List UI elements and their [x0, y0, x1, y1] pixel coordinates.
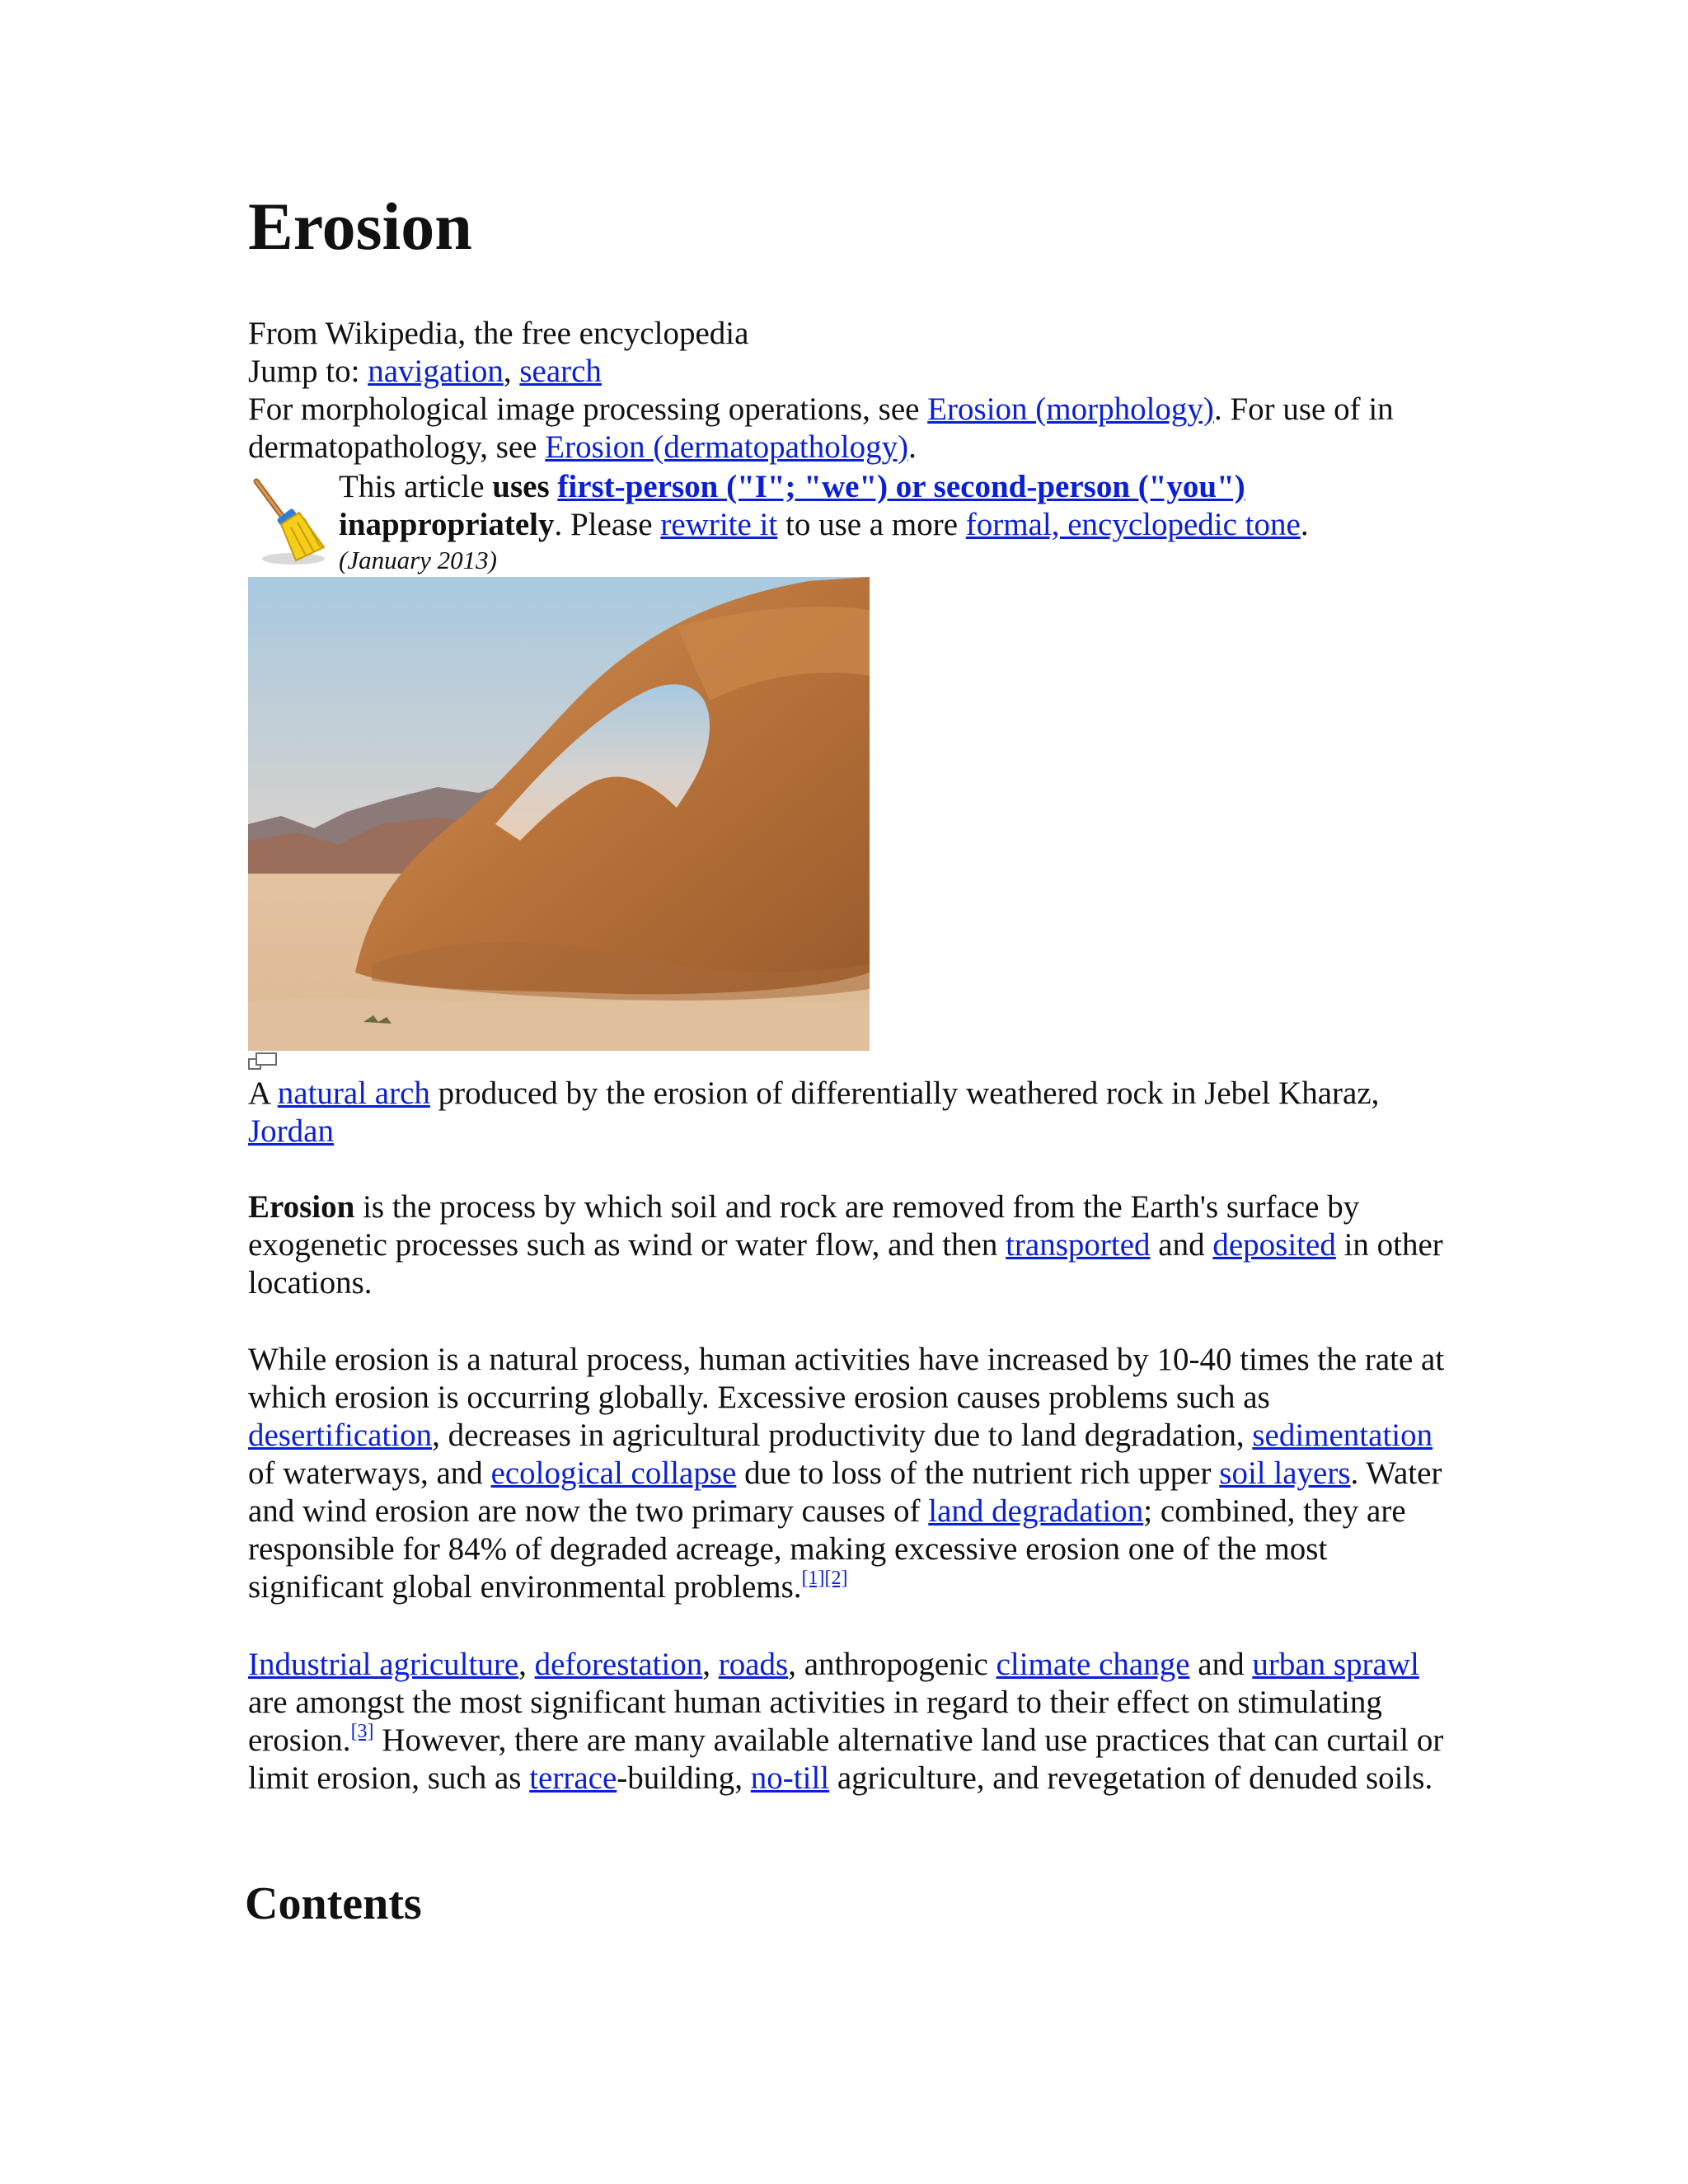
- paragraph-text: ,: [702, 1647, 719, 1682]
- erosion-dermatopathology-link[interactable]: Erosion (dermatopathology): [545, 429, 909, 465]
- notice-text: to use a more: [777, 507, 966, 542]
- figure-caption-line-2: [248, 1113, 334, 1151]
- paragraph-text: . Water and wind erosion are now the two primary causes of: [248, 1455, 1442, 1529]
- jump-navigation-link[interactable]: navigation: [368, 354, 504, 389]
- deforestation-link[interactable]: deforestation: [534, 1647, 703, 1682]
- caption-text: produced by the erosion of differentially weathered rock in Jebel Kharaz,: [429, 1076, 1380, 1111]
- paragraph-text: and: [1189, 1647, 1253, 1682]
- page-title: Erosion: [248, 189, 472, 264]
- natural-arch-photo[interactable]: [248, 577, 870, 1051]
- transported-link[interactable]: transported: [1006, 1227, 1151, 1263]
- broom-icon: [248, 476, 331, 567]
- jump-separator: ,: [503, 354, 520, 389]
- notice-line-2: [339, 506, 1309, 544]
- site-tagline: From Wikipedia, the free encyclopedia: [248, 316, 749, 351]
- desertification-link[interactable]: desertification: [248, 1418, 433, 1453]
- natural-arch-link[interactable]: natural arch: [277, 1076, 430, 1111]
- land-degradation-link[interactable]: land degradation: [928, 1493, 1144, 1529]
- notice-bold: uses: [492, 469, 550, 504]
- contents-heading: Contents: [245, 1878, 422, 1929]
- notice-date: (January 2013): [339, 546, 497, 574]
- notice-text: . Please: [554, 507, 661, 542]
- paragraph-text: is the process by which soil and rock are removed from the Earth's surface by exogenetic processes such as wind or water flow, and then: [248, 1189, 1360, 1263]
- intro-paragraph-3: [248, 1646, 1451, 1797]
- jump-label: Jump to:: [248, 354, 368, 389]
- notice-line-1: [339, 468, 1245, 506]
- hatnote-line-2: [248, 429, 917, 466]
- notice-text: [550, 469, 558, 504]
- paragraph-text: , anthropogenic: [788, 1647, 996, 1682]
- paragraph-text: While erosion is a natural process, human activities have increased by 10-40 times the rate at which erosion is occurring globally. Excessive erosion causes problems such as: [248, 1342, 1445, 1415]
- jump-search-link[interactable]: search: [519, 354, 602, 389]
- paragraph-text: -building,: [617, 1760, 751, 1796]
- notice-text: .: [1300, 507, 1309, 542]
- paragraph-text: agriculture, and revegetation of denuded soils.: [829, 1760, 1433, 1796]
- paragraph-text: in other locations.: [248, 1227, 1443, 1301]
- urban-sprawl-link[interactable]: urban sprawl: [1252, 1647, 1419, 1682]
- paragraph-text: However, there are many available alternative land use practices that can curtail or limit erosion, such as: [248, 1722, 1444, 1796]
- paragraph-text: of waterways, and: [248, 1455, 491, 1491]
- roads-link[interactable]: roads: [718, 1647, 789, 1682]
- reference-3-link[interactable]: [3]: [350, 1721, 374, 1742]
- paragraph-text: ; combined, they are responsible for 84% of degraded acreage, making excessive erosion one of the most significant global environmental problems.: [248, 1493, 1406, 1605]
- notice-text: This article: [339, 469, 493, 504]
- jump-links: [248, 353, 602, 391]
- reference-1-link[interactable]: [1]: [801, 1568, 825, 1589]
- tone-notice: [248, 468, 1443, 575]
- climate-change-link[interactable]: climate change: [996, 1647, 1190, 1682]
- hatnote-text: .: [908, 429, 917, 465]
- paragraph-text: ,: [518, 1647, 535, 1682]
- caption-text: A: [248, 1076, 278, 1111]
- erosion-morphology-link[interactable]: Erosion (morphology): [927, 391, 1214, 427]
- ecological-collapse-link[interactable]: ecological collapse: [490, 1455, 737, 1491]
- hatnote-text: For morphological image processing operations, see: [248, 391, 928, 427]
- no-till-link[interactable]: no-till: [750, 1760, 830, 1796]
- intro-paragraph-2: [248, 1341, 1451, 1606]
- hatnote-text: . For use of in: [1213, 391, 1394, 427]
- rewrite-link[interactable]: rewrite it: [660, 507, 778, 542]
- deposited-link[interactable]: deposited: [1212, 1227, 1336, 1263]
- paragraph-text: due to loss of the nutrient rich upper: [736, 1455, 1220, 1491]
- term-bold: Erosion: [248, 1189, 355, 1225]
- magnify-clip-icon[interactable]: [248, 1052, 278, 1071]
- hatnote-line-1: [248, 391, 1394, 429]
- paragraph-text: and: [1150, 1227, 1213, 1263]
- terrace-link[interactable]: terrace: [529, 1760, 617, 1796]
- figure-caption-line-1: [248, 1075, 1379, 1113]
- hatnote-text: dermatopathology, see: [248, 429, 546, 465]
- soil-layers-link[interactable]: soil layers: [1219, 1455, 1351, 1491]
- industrial-agriculture-link[interactable]: Industrial agriculture: [248, 1647, 519, 1682]
- paragraph-text: are amongst the most significant human activities in regard to their effect on stimulating erosion.: [248, 1685, 1382, 1758]
- notice-bold: inappropriately: [339, 507, 555, 542]
- first-person-link[interactable]: first-person ("I"; "we") or second-person ("you"): [557, 469, 1245, 504]
- formal-tone-link[interactable]: formal, encyclopedic tone: [965, 507, 1301, 542]
- jordan-link[interactable]: Jordan: [248, 1113, 334, 1149]
- reference-2-link[interactable]: [2]: [824, 1568, 848, 1589]
- intro-paragraph-1: [248, 1188, 1451, 1302]
- sedimentation-link[interactable]: sedimentation: [1252, 1418, 1433, 1453]
- paragraph-text: , decreases in agricultural productivity due to land degradation,: [432, 1418, 1253, 1453]
